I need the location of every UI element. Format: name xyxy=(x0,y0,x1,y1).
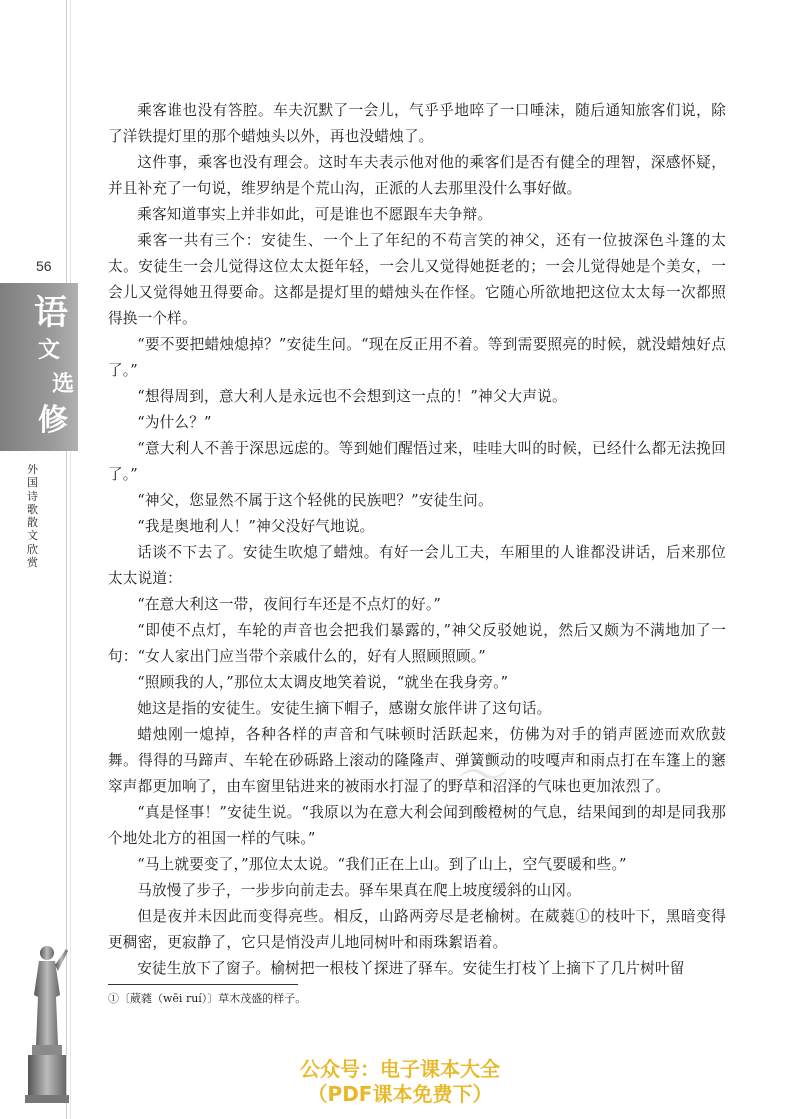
paragraph: 乘客谁也没有答腔。车夫沉默了一会儿，气乎乎地啐了一口唾沫，随后通知旅客们说，除了洋铁提灯里的那个蜡烛头以外，再也没蜡烛了。 xyxy=(108,102,726,145)
page-number: 56 xyxy=(36,258,52,274)
paragraph: “即使不点灯，车轮的声音也会把我们暴露的，”神父反驳她说，然后又颇为不满地加了一句：“女人家出门应当带个亲戚什么的，好有人照顾照顾。” xyxy=(108,622,726,665)
paragraph: 她这是指的安徒生。安徒生摘下帽子，感谢女旅伴讲了这句话。 xyxy=(137,700,552,717)
paragraph: “为什么？” xyxy=(137,414,212,431)
paragraph: “想得周到，意大利人是永远也不会想到这一点的！”神父大声说。 xyxy=(137,388,567,405)
paragraph: 安徒生放下了窗子。榆树把一根枝丫探进了驿车。安徒生打枝丫上摘下了几片树叶留 xyxy=(137,960,685,977)
main-text xyxy=(108,98,726,982)
paragraph: “我是奥地利人！”神父没好气地说。 xyxy=(137,518,375,535)
paragraph: 这件事，乘客也没有理会。这时车夫表示他对他的乘客们是否有健全的理智，深感怀疑，并且补充了一句说，维罗纳是个荒山沟，正派的人去那里没什么事好做。 xyxy=(108,154,726,197)
section-tab-char: 选 xyxy=(52,371,75,397)
book-subtitle: 外国诗歌散文欣赏 xyxy=(27,463,38,570)
section-tab-char: 文 xyxy=(38,337,61,363)
paragraph: “马上就要变了，”那位太太说。“我们正在上山。到了山上，空气要暖和些。” xyxy=(137,856,627,873)
paragraph: “真是怪事！”安徒生说。“我原以为在意大利会闻到酸橙树的气息，结果闻到的却是同我那个地处北方的祖国一样的气味。” xyxy=(108,804,726,847)
footnote-divider xyxy=(108,984,298,985)
watermark-line: 公众号：电子课本大全 xyxy=(300,1057,500,1081)
section-tab-char: 语 xyxy=(34,293,68,333)
paragraph: 蜡烛刚一熄掉，各种各样的声音和气味顿时活跃起来，仿佛为对手的销声匿迹而欢欣鼓舞。得得的马蹄声、车轮在砂砾路上滚动的隆隆声、弹簧颤动的吱嘎声和雨点打在车篷上的窸窣声都更加响了，由车窗里钻进来的被雨水打湿了的野草和沼泽的气味也更加浓烈了。 xyxy=(108,726,726,795)
paragraph: “要不要把蜡烛熄掉？”安徒生问。“现在反正用不着。等到需要照亮的时候，就没蜡烛好点了。” xyxy=(108,336,726,379)
paragraph: 马放慢了步子，一步步向前走去。驿车果真在爬上坡度缓斜的山冈。 xyxy=(137,882,582,899)
section-tab-char: 修 xyxy=(38,403,68,438)
paragraph: 话谈不下去了。安徒生吹熄了蜡烛。有好一会儿工夫，车厢里的人谁都没讲话，后来那位太太说道： xyxy=(108,544,726,587)
paragraph: 乘客知道事实上并非如此，可是谁也不愿跟车夫争辩。 xyxy=(137,206,493,223)
paragraph: “意大利人不善于深思远虑的。等到她们醒悟过来，哇哇大叫的时候，已经什么都无法挽回了。” xyxy=(108,440,726,483)
paragraph: “照顾我的人，”那位太太调皮地笑着说，“就坐在我身旁。” xyxy=(137,674,509,691)
paragraph: 乘客一共有三个：安徒生、一个上了年纪的不苟言笑的神父，还有一位披深色斗篷的太太。安徒生一会儿觉得这位太太挺年轻，一会儿又觉得她挺老的；一会儿觉得她是个美女，一会儿又觉得她丑得要命。这都是提灯里的蜡烛头在作怪。它随心所欲地把这位太太每一次都照得换一个样。 xyxy=(108,232,726,327)
paragraph: “神父，您显然不属于这个轻佻的民族吧？”安徒生问。 xyxy=(137,492,493,509)
paragraph: “在意大利这一带，夜间行车还是不点灯的好。” xyxy=(137,596,442,613)
background-decoration: 〜 xyxy=(453,747,512,805)
section-tab xyxy=(0,283,78,451)
watermark-line: （PDF课本免费下） xyxy=(307,1082,493,1106)
footnote: ①〔葳蕤（wēi ruí）〕草木茂盛的样子。 xyxy=(108,992,307,1005)
paragraph: 但是夜并未因此而变得亮些。相反，山路两旁尽是老榆树。在葳蕤①的枝叶下，黑暗变得更稠密，更寂静了，它只是悄没声儿地同树叶和雨珠絮语着。 xyxy=(108,908,726,951)
